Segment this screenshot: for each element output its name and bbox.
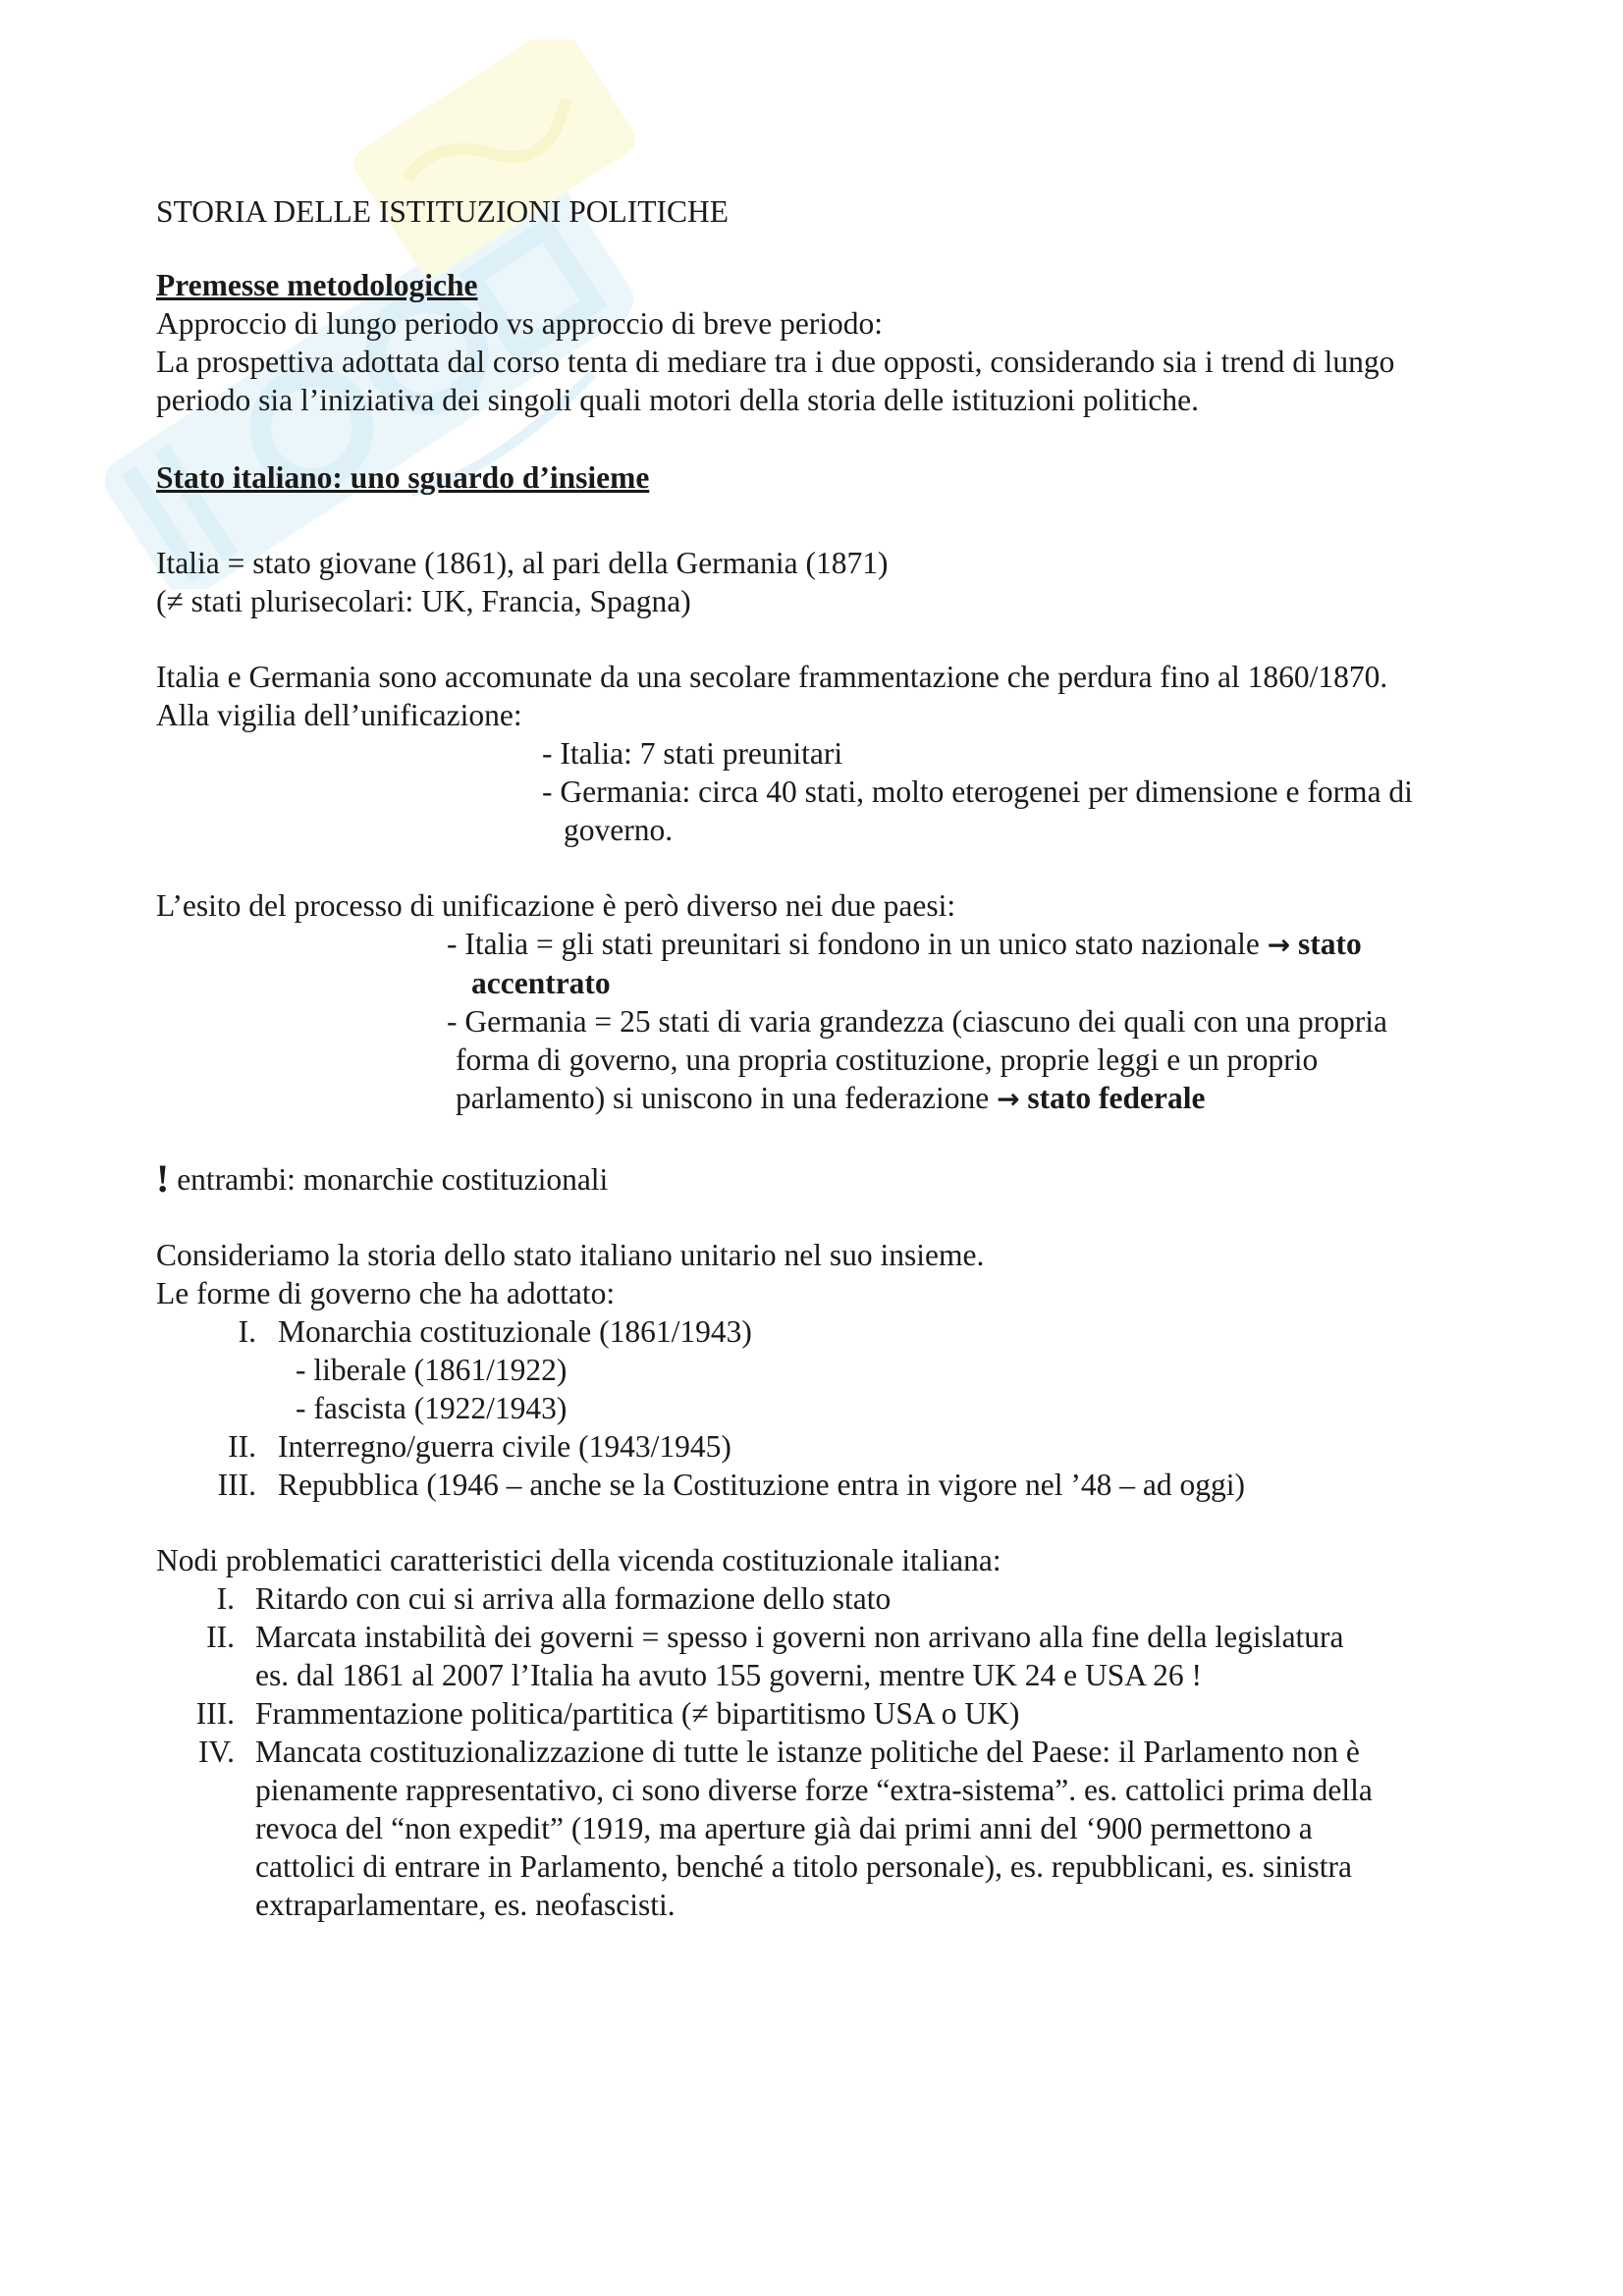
list-item-text (255, 1618, 1344, 1694)
section-heading-stato-italiano: Stato italiano: uno sguardo d’insieme (156, 460, 650, 495)
paragraph-line: Le forme di governo che ha adottato: (156, 1276, 616, 1310)
emphasis: stato (1298, 927, 1362, 961)
paragraph-line: Italia e Germania sono accomunate da una secolare frammentazione che perdura fino al 1860/1870. (156, 660, 1388, 694)
list-item (156, 1579, 1491, 1618)
paragraph-line: (≠ stati plurisecolari: UK, Francia, Spagna) (156, 584, 691, 618)
list-number: I. (216, 1581, 235, 1616)
list-item-line: cattolici di entrare in Parlamento, benché a titolo personale), es. repubblicani, es. sinistra (255, 1849, 1352, 1884)
list-item (156, 1466, 1491, 1504)
list-item-line: extraparlamentare, es. neofascisti. (255, 1888, 676, 1922)
list-item (156, 1427, 1491, 1466)
list-item-line: es. dal 1861 al 2007 l’Italia ha avuto 155 governi, mentre UK 24 e USA 26 ! (255, 1658, 1203, 1692)
list-item-continuation: governo. (564, 813, 674, 847)
list-item (156, 1733, 1491, 1924)
list-item-line: pienamente rappresentativo, ci sono diverse forze “extra-sistema”. es. cattolici prima della (255, 1773, 1373, 1807)
list-item: - Germania = 25 stati di varia grandezza (ciascuno dei quali con una propria (447, 1004, 1387, 1039)
document-title: STORIA DELLE ISTITUZIONI POLITICHE (156, 194, 729, 229)
emphasis: stato federale (1027, 1081, 1206, 1115)
list-item-text: - Italia = gli stati preunitari si fondono in un unico stato nazionale (447, 927, 1260, 961)
list-item (156, 1694, 1491, 1733)
paragraph-line: Nodi problematici caratteristici della vicenda costituzionale italiana: (156, 1543, 1001, 1577)
list-number: IV. (197, 1735, 235, 1769)
list-number: II. (228, 1429, 256, 1464)
list-number: III. (217, 1468, 256, 1502)
list-item-text: parlamento) si uniscono in una federazione (456, 1081, 990, 1115)
note-text: entrambi: monarchie costituzionali (177, 1162, 609, 1197)
note-line (156, 1156, 1491, 1201)
list-item-text: Monarchia costituzionale (1861/1943) (278, 1314, 752, 1349)
list-item-text: Ritardo con cui si arriva alla formazione dello stato (255, 1581, 892, 1616)
list-item (156, 1312, 1491, 1351)
paragraph-line: Consideriamo la storia dello stato italiano unitario nel suo insieme. (156, 1238, 985, 1272)
exclamation-icon: ! (156, 1156, 170, 1201)
paragraph-line: periodo sia l’iniziativa dei singoli quali motori della storia delle istituzioni politiche. (156, 383, 1200, 417)
arrow-right-icon: → (1267, 929, 1291, 961)
list-item (156, 1618, 1491, 1694)
sub-list-item: - liberale (1861/1922) (296, 1353, 568, 1387)
list-number: I. (238, 1314, 256, 1349)
paragraph-line: Approccio di lungo periodo vs approccio di breve periodo: (156, 306, 884, 341)
list-item: - Germania: circa 40 stati, molto eterogenei per dimensione e forma di (542, 774, 1413, 809)
paragraph-line: L’esito del processo di unificazione è però diverso nei due paesi: (156, 888, 956, 923)
paragraph-line: La prospettiva adottata dal corso tenta di mediare tra i due opposti, considerando sia i trend di lungo (156, 345, 1395, 379)
list-item-text: Interregno/guerra civile (1943/1945) (278, 1429, 731, 1464)
list-item-continuation: forma di governo, una propria costituzione, proprie leggi e un proprio (456, 1042, 1319, 1077)
paragraph-line: Italia = stato giovane (1861), al pari della Germania (1871) (156, 546, 889, 580)
paragraph-line: Alla vigilia dell’unificazione: (156, 698, 522, 732)
list-number: III. (195, 1696, 235, 1731)
section-heading-premesse: Premesse metodologiche (156, 268, 478, 302)
arrow-right-icon: → (997, 1083, 1020, 1115)
list-item-continuation (156, 1079, 1491, 1118)
list-item-text (255, 1733, 1373, 1924)
list-item: - Italia: 7 stati preunitari (542, 736, 843, 771)
list-item-line: Mancata costituzionalizzazione di tutte le istanze politiche del Paese: il Parlamento non è (255, 1735, 1360, 1769)
list-item-text: Repubblica (1946 – anche se la Costituzione entra in vigore nel ’48 – ad oggi) (278, 1468, 1245, 1502)
list-item-line: Marcata instabilità dei governi = spesso i governi non arrivano alla fine della legislatura (255, 1620, 1344, 1654)
sub-list-item: - fascista (1922/1943) (296, 1391, 568, 1425)
list-item-text: Frammentazione politica/partitica (≠ bipartitismo USA o UK) (255, 1696, 1020, 1731)
emphasis: accentrato (471, 966, 611, 1000)
list-number: II. (206, 1620, 235, 1654)
document-body (156, 192, 1491, 1924)
list-item-line: revoca del “non expedit” (1919, ma aperture già dai primi anni del ‘900 permettono a (255, 1811, 1313, 1845)
list-item (156, 925, 1491, 964)
